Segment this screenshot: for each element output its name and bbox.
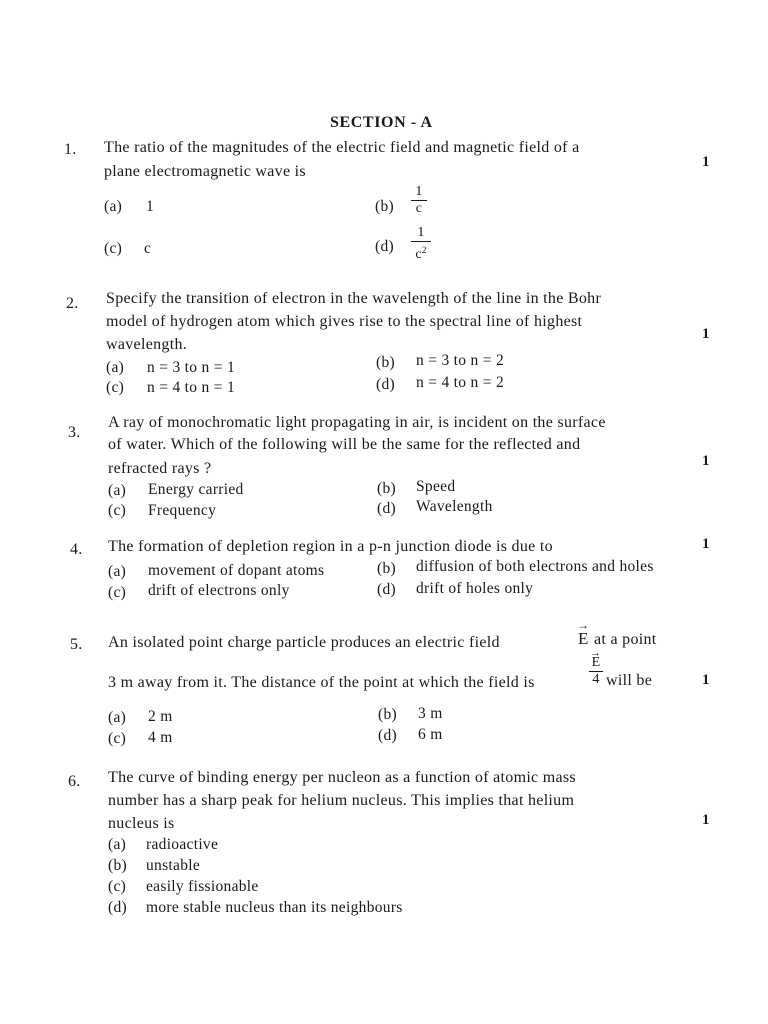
option-text: radioactive	[146, 836, 219, 853]
option-text: Frequency	[148, 502, 217, 519]
option-label: (b)	[377, 560, 396, 577]
option-label: (c)	[108, 502, 127, 519]
option-label: (a)	[104, 198, 123, 215]
vector-arrow-icon: →	[577, 618, 590, 632]
question-number: 1.	[64, 141, 77, 158]
option-text: diffusion of both electrons and holes	[416, 558, 654, 575]
question-text-line: refracted rays ?	[108, 460, 212, 477]
option-label: (c)	[104, 240, 123, 257]
option-label: (a)	[108, 709, 127, 726]
fraction	[411, 185, 427, 216]
question-number: 4.	[70, 541, 83, 558]
marks-label: 1	[702, 453, 710, 469]
marks-label: 1	[702, 672, 710, 688]
question-text-line: 3 m away from it. The distance of the point at which the field is	[108, 674, 535, 691]
section-title: SECTION - A	[330, 114, 433, 131]
option-text: drift of holes only	[416, 580, 534, 597]
fraction-denominator: c	[415, 201, 423, 216]
marks-label: 1	[702, 154, 710, 170]
question-text-line: An isolated point charge particle produces an electric field	[108, 634, 500, 651]
option-text: 3 m	[418, 705, 443, 722]
option-label: (a)	[108, 836, 127, 853]
question-text-line: plane electromagnetic wave is	[104, 163, 306, 180]
option-label: (d)	[378, 727, 397, 744]
option-text: Wavelength	[416, 498, 493, 515]
option-text: Speed	[416, 478, 456, 495]
fraction-bar	[411, 241, 431, 242]
question-text-line: model of hydrogen atom which gives rise to the spectral line of highest	[106, 313, 583, 330]
option-label: (d)	[376, 376, 395, 393]
question-number: 5.	[70, 636, 83, 653]
question-text-line: will be	[606, 672, 653, 689]
option-text: unstable	[146, 857, 201, 874]
option-text: easily fissionable	[146, 878, 259, 895]
question-text-line: nucleus is	[108, 815, 175, 832]
fraction-numerator: 1	[415, 184, 423, 199]
option-label: (d)	[377, 500, 396, 517]
option-text: c	[144, 240, 152, 257]
option-text: Energy carried	[148, 481, 244, 498]
question-text-line: Specify the transition of electron in the wavelength of the line in the Bohr	[106, 290, 602, 307]
option-text: n = 3 to n = 1	[147, 359, 235, 376]
option-label: (c)	[108, 584, 127, 601]
marks-label: 1	[702, 812, 710, 828]
electric-field-vector: → E	[577, 618, 590, 648]
option-text: more stable nucleus than its neighbours	[146, 899, 403, 916]
option-label: (c)	[108, 730, 127, 747]
option-label: (b)	[108, 857, 127, 874]
question-text-line: wavelength.	[106, 336, 188, 353]
option-label: (a)	[108, 563, 127, 580]
question-text-line: A ray of monochromatic light propagating in air, is incident on the surface	[108, 414, 606, 431]
option-text: 2 m	[148, 708, 173, 725]
question-number: 3.	[68, 424, 81, 441]
option-text: 1	[146, 198, 155, 215]
marks-label: 1	[702, 326, 710, 342]
vector-arrow-icon: →	[590, 647, 602, 659]
option-label: (b)	[376, 354, 395, 371]
question-text-line: The formation of depletion region in a p-n junction diode is due to	[108, 538, 553, 555]
marks-label: 1	[702, 536, 710, 552]
fraction-denominator: 4	[592, 672, 600, 687]
fraction-numerator: → E	[590, 647, 602, 670]
option-label: (d)	[108, 899, 127, 916]
fraction-denominator: $c^2$	[415, 245, 427, 262]
question-text-line: of water. Which of the following will be the same for the reflected and	[108, 436, 581, 453]
fraction-numerator: 1	[417, 225, 425, 240]
option-label: (c)	[106, 379, 125, 396]
question-text-line: at a point	[594, 631, 657, 648]
question-text-line: The curve of binding energy per nucleon as a function of atomic mass	[108, 769, 576, 786]
option-text: n = 3 to n = 2	[416, 352, 504, 369]
option-label: (c)	[108, 878, 127, 895]
option-text: drift of electrons only	[148, 582, 290, 599]
option-text: n = 4 to n = 1	[147, 379, 235, 396]
option-text: movement of dopant atoms	[148, 562, 325, 579]
option-label: (d)	[377, 581, 396, 598]
fraction	[411, 226, 431, 262]
question-text-line: The ratio of the magnitudes of the electric field and magnetic field of a	[104, 139, 580, 156]
option-label: (b)	[378, 706, 397, 723]
option-text: n = 4 to n = 2	[416, 374, 504, 391]
fraction	[589, 647, 603, 687]
option-label: (a)	[108, 482, 127, 499]
option-label: (b)	[375, 198, 394, 215]
question-number: 2.	[66, 295, 79, 312]
option-label: (b)	[377, 480, 396, 497]
option-label: (d)	[375, 238, 394, 255]
option-text: 4 m	[148, 729, 173, 746]
question-text-line: number has a sharp peak for helium nucleus. This implies that helium	[108, 792, 575, 809]
option-text: 6 m	[418, 726, 443, 743]
option-label: (a)	[106, 359, 125, 376]
question-number: 6.	[68, 773, 81, 790]
